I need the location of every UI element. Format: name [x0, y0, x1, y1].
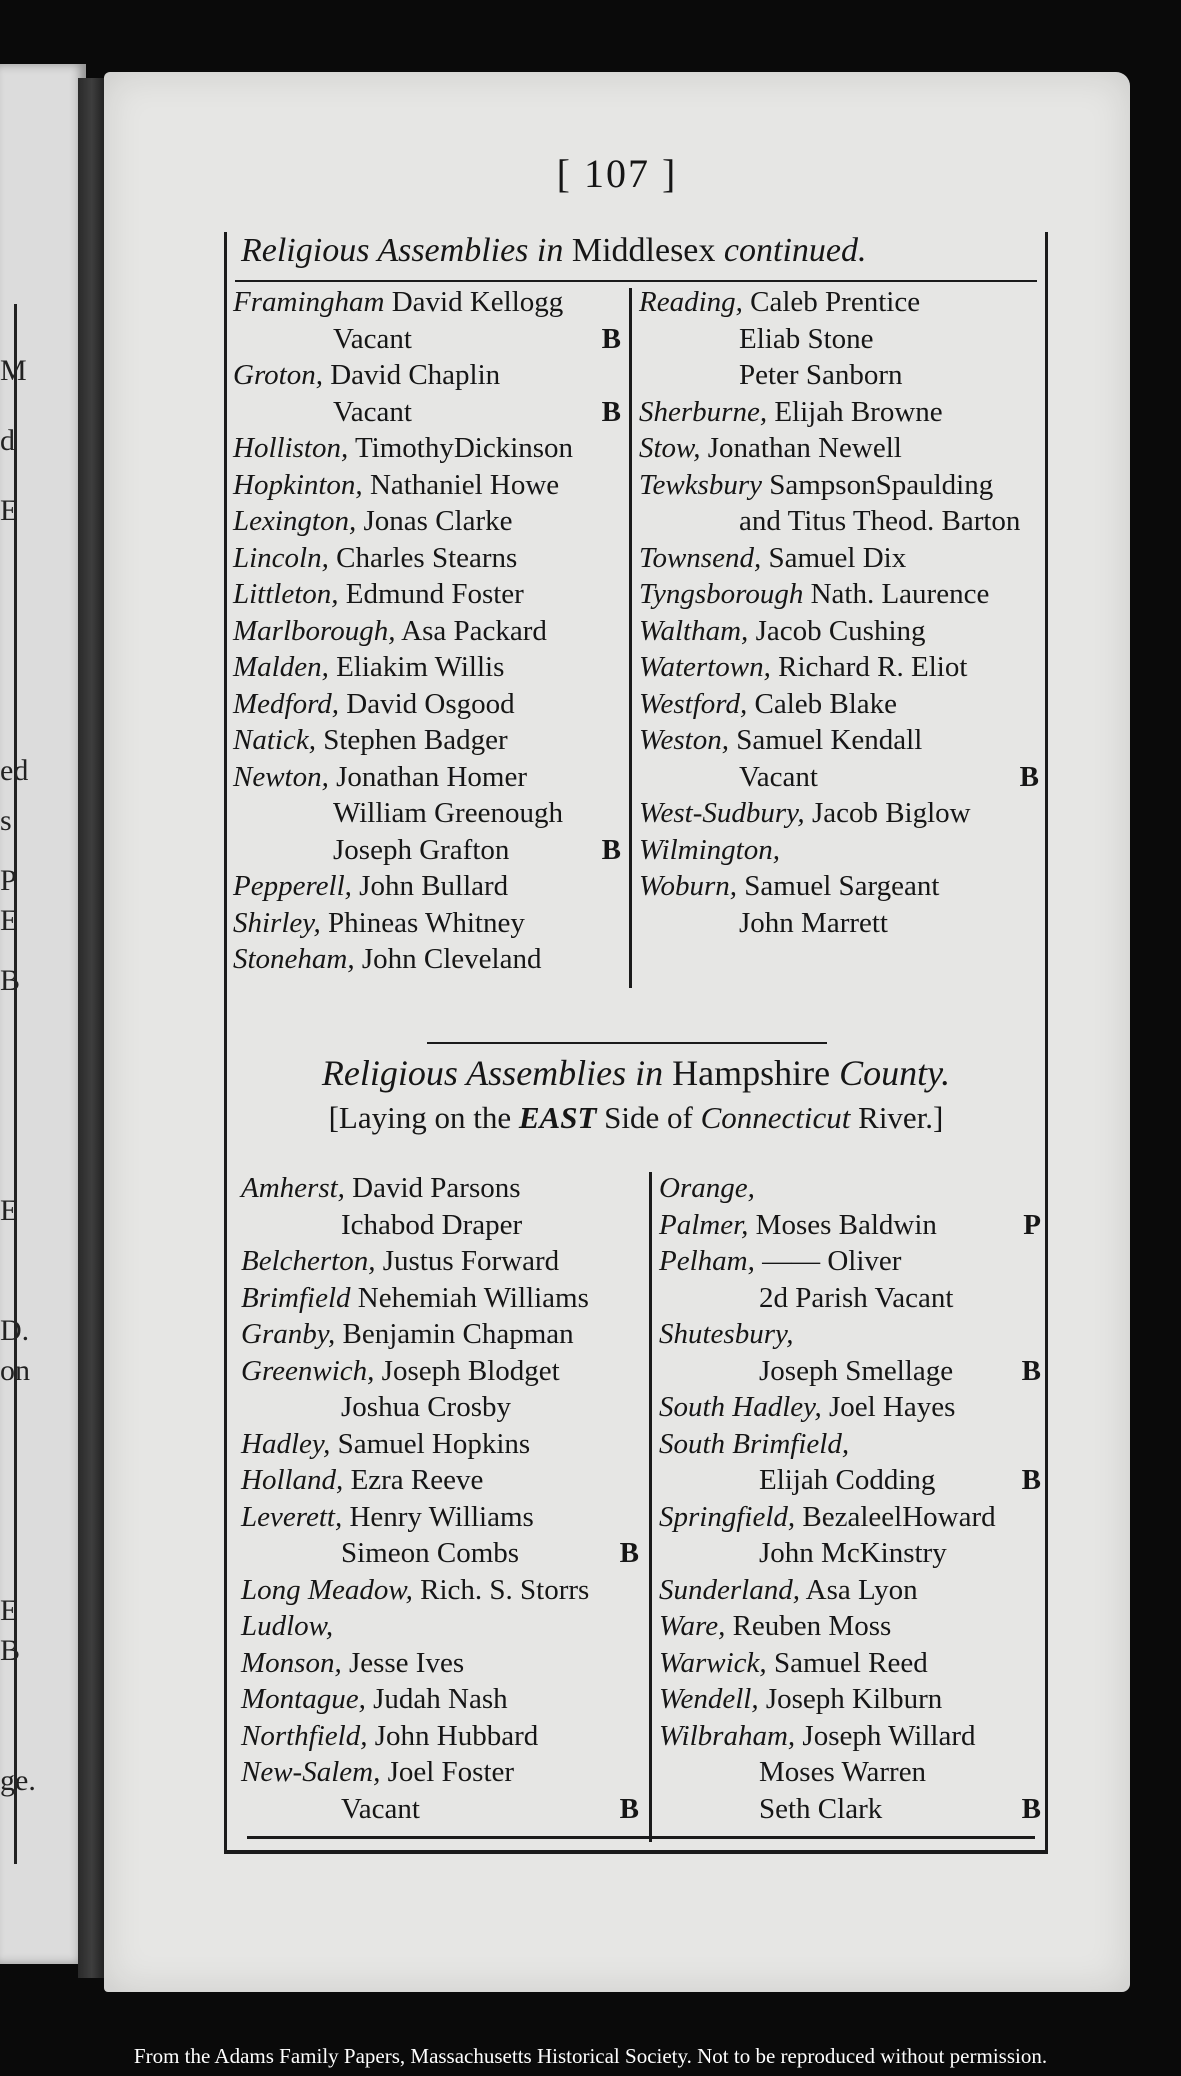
- town-name: Shutesbury,: [659, 1318, 794, 1350]
- minister-name: Vacant: [333, 395, 412, 428]
- entry-row: [241, 1645, 639, 1682]
- section-separator-rule: [427, 1042, 827, 1044]
- town-name: Reading,: [639, 286, 743, 318]
- page-number: [ 107 ]: [556, 151, 678, 196]
- minister-name: David Osgood: [346, 687, 515, 720]
- town-name: Sherburne,: [639, 395, 768, 428]
- entry-row: [241, 1353, 639, 1390]
- minister-name: Jacob Cushing: [755, 614, 926, 647]
- minister-name: Elijah Codding: [759, 1464, 936, 1496]
- minister-name: Stephen Badger: [323, 724, 508, 756]
- town-name: Monson,: [241, 1646, 342, 1679]
- town-name: Groton,: [233, 359, 323, 391]
- town-name: West-Sudbury,: [639, 797, 805, 829]
- section1-column-divider: [629, 288, 632, 988]
- section1-right-column: [639, 284, 1039, 941]
- entry-row: [639, 430, 1039, 467]
- entry-row: [233, 284, 621, 321]
- previous-page-fragment: s: [0, 804, 12, 837]
- minister-name: Richard R. Eliot: [778, 651, 968, 683]
- town-name: Northfield,: [241, 1719, 368, 1752]
- minister-name: Jonathan Homer: [336, 760, 527, 793]
- entry-row: [639, 576, 1039, 613]
- town-name: Malden,: [233, 651, 329, 683]
- entry-row: [241, 1608, 639, 1645]
- entry-row: [659, 1535, 1041, 1572]
- town-name: Wilbraham,: [659, 1719, 796, 1752]
- town-name: Leverett,: [241, 1500, 343, 1533]
- entry-row: [233, 394, 621, 431]
- entry-row: [241, 1316, 639, 1353]
- town-name: Belcherton,: [241, 1245, 376, 1277]
- town-name: Lincoln,: [233, 541, 329, 574]
- entry-row: [659, 1207, 1041, 1244]
- minister-name: Joseph Willard: [802, 1719, 976, 1752]
- minister-name: TimothyDickinson: [354, 432, 574, 464]
- denomination-mark: B: [619, 1792, 639, 1825]
- entry-row: [659, 1791, 1041, 1828]
- entry-row: [639, 722, 1039, 759]
- listing-box: [224, 232, 1048, 1854]
- town-name: Woburn,: [639, 870, 738, 902]
- minister-name: Eliakim Willis: [336, 651, 505, 683]
- town-name: Natick,: [233, 724, 316, 756]
- denomination-mark: B: [1019, 760, 1039, 793]
- entry-row: [233, 613, 621, 650]
- section1-title-county: Middlesex: [571, 232, 716, 269]
- town-name: Hopkinton,: [233, 468, 363, 501]
- entry-row: [233, 905, 621, 942]
- minister-name: Rich. S. Storrs: [420, 1573, 590, 1606]
- town-name: Ludlow,: [241, 1610, 334, 1642]
- entry-row: [659, 1718, 1041, 1755]
- entry-row: [233, 832, 621, 869]
- section1-left-column: [233, 284, 621, 978]
- town-name: Sunderland,: [659, 1573, 800, 1606]
- previous-page-fragment: d: [0, 424, 15, 457]
- town-name: Medford,: [233, 687, 340, 720]
- entry-row: [233, 576, 621, 613]
- minister-name: Joseph Grafton: [333, 833, 510, 866]
- entry-row: [639, 540, 1039, 577]
- minister-name: Seth Clark: [759, 1792, 883, 1825]
- town-name: Greenwich,: [241, 1354, 375, 1387]
- minister-name: Benjamin Chapman: [342, 1318, 574, 1350]
- previous-page-fragment: E: [0, 494, 19, 527]
- previous-page-fragment: M: [0, 354, 27, 387]
- minister-name: John Bullard: [359, 870, 509, 902]
- entry-row: [639, 832, 1039, 869]
- minister-name: John Hubbard: [374, 1719, 539, 1752]
- entry-row: [639, 868, 1039, 905]
- minister-name: David Parsons: [352, 1172, 521, 1204]
- entry-row: [233, 357, 621, 394]
- denomination-mark: B: [619, 1537, 639, 1569]
- town-name: Littleton,: [233, 578, 339, 610]
- town-name: Marlborough,: [233, 614, 396, 647]
- town-name: South Hadley,: [659, 1391, 822, 1423]
- entry-row: [233, 321, 621, 358]
- town-name: Montague,: [241, 1683, 366, 1715]
- minister-name: Vacant: [333, 322, 412, 355]
- town-name: Pepperell,: [233, 870, 352, 902]
- minister-name: Samuel Dix: [768, 541, 907, 574]
- section2-title: [227, 1052, 1045, 1094]
- entry-row: [241, 1681, 639, 1718]
- minister-name: Joel Hayes: [828, 1391, 956, 1423]
- entry-row: [659, 1280, 1041, 1317]
- minister-name: Eliab Stone: [739, 322, 874, 355]
- previous-page-fragment: E: [0, 1594, 19, 1627]
- entry-row: [241, 1754, 639, 1791]
- minister-name: David Chaplin: [330, 359, 501, 391]
- entry-row: [639, 321, 1039, 358]
- entry-row: [241, 1207, 639, 1244]
- previous-page-fragment: D.: [0, 1314, 30, 1347]
- minister-name: Caleb Blake: [754, 687, 898, 720]
- minister-name: Joseph Smellage: [759, 1354, 954, 1387]
- entry-row: [639, 394, 1039, 431]
- entry-row: [233, 868, 621, 905]
- minister-name: Samuel Reed: [773, 1646, 928, 1679]
- entry-row: [659, 1645, 1041, 1682]
- previous-page-edge: [0, 64, 86, 1964]
- entry-row: [233, 941, 621, 978]
- minister-name: John Cleveland: [361, 943, 542, 975]
- minister-name: Samuel Sargeant: [744, 870, 940, 902]
- entry-row: [241, 1572, 639, 1609]
- entry-row: [659, 1243, 1041, 1280]
- denomination-mark: B: [601, 833, 621, 866]
- previous-page-fragment: B: [0, 964, 21, 997]
- minister-name: 2d Parish Vacant: [759, 1281, 954, 1314]
- section1-title-part2: continued.: [723, 232, 867, 269]
- minister-name: John Marrett: [739, 906, 888, 939]
- minister-name: Peter Sanborn: [739, 359, 903, 391]
- minister-name: Jonas Clarke: [363, 505, 513, 537]
- entry-row: [639, 467, 1039, 504]
- minister-name: Simeon Combs: [341, 1537, 520, 1569]
- minister-name: Jonathan Newell: [707, 432, 902, 464]
- town-name: Wendell,: [659, 1683, 759, 1715]
- town-name: Ware,: [659, 1610, 726, 1642]
- minister-name: Henry Williams: [349, 1500, 534, 1533]
- town-name: Tewksbury: [639, 468, 762, 501]
- minister-name: Jacob Biglow: [811, 797, 971, 829]
- minister-name: Judah Nash: [373, 1683, 508, 1715]
- entry-row: [233, 430, 621, 467]
- entry-row: [639, 284, 1039, 321]
- minister-name: Asa Packard: [401, 614, 547, 647]
- entry-row: [659, 1608, 1041, 1645]
- section2-subtitle-river-name: Connecticut: [700, 1100, 851, 1135]
- town-name: Lexington,: [233, 505, 357, 537]
- minister-name: Nathaniel Howe: [369, 468, 560, 501]
- minister-name: Asa Lyon: [805, 1573, 918, 1606]
- entry-row: [233, 467, 621, 504]
- minister-name: BezaleelHoward: [802, 1500, 996, 1533]
- minister-name: Justus Forward: [382, 1245, 560, 1277]
- section2-subtitle-part2: Side of: [604, 1100, 693, 1135]
- town-name: Springfield,: [659, 1500, 796, 1533]
- section2-subtitle-part3: River.]: [858, 1100, 944, 1135]
- denomination-mark: B: [1021, 1792, 1041, 1825]
- minister-name: Caleb Prentice: [750, 286, 921, 318]
- entry-row: [241, 1462, 639, 1499]
- section2-subtitle: [227, 1100, 1045, 1136]
- section2-title-county: Hampshire: [672, 1053, 831, 1093]
- town-name: New-Salem,: [241, 1756, 381, 1788]
- entry-row: [639, 649, 1039, 686]
- town-name: Watertown,: [639, 651, 771, 683]
- town-name: Waltham,: [639, 614, 749, 647]
- denomination-mark: P: [1023, 1208, 1041, 1241]
- minister-name: Joseph Kilburn: [765, 1683, 943, 1715]
- town-name: Hadley,: [241, 1427, 331, 1460]
- previous-page-rule: [14, 304, 17, 1864]
- denomination-mark: B: [601, 395, 621, 428]
- page: [104, 72, 1130, 1992]
- entry-row: [659, 1170, 1041, 1207]
- minister-name: Jesse Ives: [348, 1646, 465, 1679]
- minister-name: —— Oliver: [762, 1245, 902, 1277]
- town-name: Tyngsborough: [639, 578, 804, 610]
- entry-row: [233, 759, 621, 796]
- section2-right-column: [659, 1170, 1041, 1827]
- entry-row: [241, 1791, 639, 1828]
- entry-row: [659, 1353, 1041, 1390]
- town-name: Holland,: [241, 1464, 344, 1496]
- section1-title-part1: Religious Assemblies in: [241, 232, 564, 269]
- town-name: Warwick,: [659, 1646, 767, 1679]
- minister-name: Ichabod Draper: [341, 1208, 523, 1241]
- previous-page-fragment: ed: [0, 754, 29, 787]
- minister-name: Samuel Kendall: [736, 724, 923, 756]
- previous-page-fragment: E: [0, 1194, 19, 1227]
- minister-name: Phineas Whitney: [328, 906, 525, 939]
- town-name: Shirley,: [233, 906, 321, 939]
- section2-subtitle-east: EAST: [518, 1100, 597, 1135]
- entry-row: [241, 1389, 639, 1426]
- minister-name: William Greenough: [333, 797, 563, 829]
- section2-title-part1: Religious Assemblies in: [321, 1053, 664, 1093]
- town-name: Holliston,: [233, 432, 349, 464]
- town-name: Stoneham,: [233, 943, 355, 975]
- archive-credit-footer: From the Adams Family Papers, Massachusetts Historical Society. Not to be reproduced without permission.: [133, 2044, 1048, 2068]
- town-name: Newton,: [233, 760, 329, 793]
- minister-name: Charles Stearns: [336, 541, 518, 574]
- denomination-mark: B: [601, 322, 621, 355]
- entry-row: [241, 1499, 639, 1536]
- minister-name: SampsonSpaulding: [769, 468, 994, 501]
- section2-title-part2: County.: [839, 1053, 951, 1093]
- town-name: Wilmington,: [639, 833, 780, 866]
- town-name: Palmer,: [659, 1208, 749, 1241]
- entry-row: [639, 503, 1039, 540]
- minister-name: Elijah Browne: [774, 395, 943, 428]
- entry-row: [233, 686, 621, 723]
- section2-subtitle-part1: [Laying on the: [328, 1100, 512, 1135]
- previous-page-fragment: P: [0, 864, 17, 897]
- entry-row: [659, 1426, 1041, 1463]
- denomination-mark: B: [1021, 1464, 1041, 1496]
- entry-row: [639, 795, 1039, 832]
- entry-row: [659, 1389, 1041, 1426]
- entry-row: [241, 1718, 639, 1755]
- previous-page-fragment: on: [0, 1354, 30, 1387]
- entry-row: [233, 540, 621, 577]
- entry-row: [241, 1280, 639, 1317]
- minister-name: and Titus Theod. Barton: [739, 505, 1021, 537]
- town-name: Granby,: [241, 1318, 336, 1350]
- minister-name: Ezra Reeve: [350, 1464, 484, 1496]
- minister-name: Joshua Crosby: [341, 1391, 511, 1423]
- minister-name: Samuel Hopkins: [337, 1427, 531, 1460]
- town-name: Stow,: [639, 432, 701, 464]
- previous-page-fragment: ge.: [0, 1764, 36, 1797]
- minister-name: David Kellogg: [391, 286, 564, 318]
- entry-row: [659, 1462, 1041, 1499]
- entry-row: [241, 1426, 639, 1463]
- town-name: Townsend,: [639, 541, 762, 574]
- minister-name: Reuben Moss: [732, 1610, 892, 1642]
- entry-row: [659, 1316, 1041, 1353]
- section2-left-column: [241, 1170, 639, 1827]
- town-name: South Brimfield,: [659, 1427, 850, 1460]
- entry-row: [639, 686, 1039, 723]
- previous-page-fragment: B: [0, 1634, 21, 1667]
- entry-row: [659, 1754, 1041, 1791]
- entry-row: [241, 1170, 639, 1207]
- section1-title-rule: [235, 280, 1037, 282]
- section2-column-divider: [649, 1172, 652, 1842]
- town-name: Amherst,: [241, 1172, 345, 1204]
- town-name: Long Meadow,: [241, 1573, 413, 1606]
- minister-name: Edmund Foster: [345, 578, 524, 610]
- entry-row: [639, 759, 1039, 796]
- minister-name: Moses Warren: [759, 1756, 927, 1788]
- minister-name: Joseph Blodget: [381, 1354, 560, 1387]
- entry-row: [233, 722, 621, 759]
- town-name: Weston,: [639, 724, 729, 756]
- entry-row: [233, 503, 621, 540]
- entry-row: [639, 613, 1039, 650]
- minister-name: Vacant: [739, 760, 818, 793]
- entry-row: [659, 1572, 1041, 1609]
- town-name: Orange,: [659, 1172, 755, 1204]
- minister-name: Nehemiah Williams: [357, 1281, 589, 1314]
- town-name: Brimfield: [241, 1281, 351, 1314]
- entry-row: [241, 1535, 639, 1572]
- previous-page-fragment: E: [0, 904, 19, 937]
- minister-name: Nath. Laurence: [810, 578, 990, 610]
- section1-title: [241, 232, 1035, 282]
- entry-row: [639, 357, 1039, 394]
- entry-row: [659, 1499, 1041, 1536]
- entry-row: [241, 1243, 639, 1280]
- minister-name: Joel Foster: [387, 1756, 515, 1788]
- entry-row: [639, 905, 1039, 942]
- minister-name: Moses Baldwin: [755, 1208, 937, 1241]
- town-name: Pelham,: [659, 1245, 755, 1277]
- entry-row: [233, 795, 621, 832]
- town-name: Westford,: [639, 687, 748, 720]
- entry-row: [233, 649, 621, 686]
- section2-bottom-rule: [247, 1836, 1035, 1839]
- town-name: Framingham: [233, 286, 385, 318]
- minister-name: Vacant: [341, 1792, 420, 1825]
- minister-name: John McKinstry: [759, 1537, 947, 1569]
- entry-row: [659, 1681, 1041, 1718]
- denomination-mark: B: [1021, 1354, 1041, 1387]
